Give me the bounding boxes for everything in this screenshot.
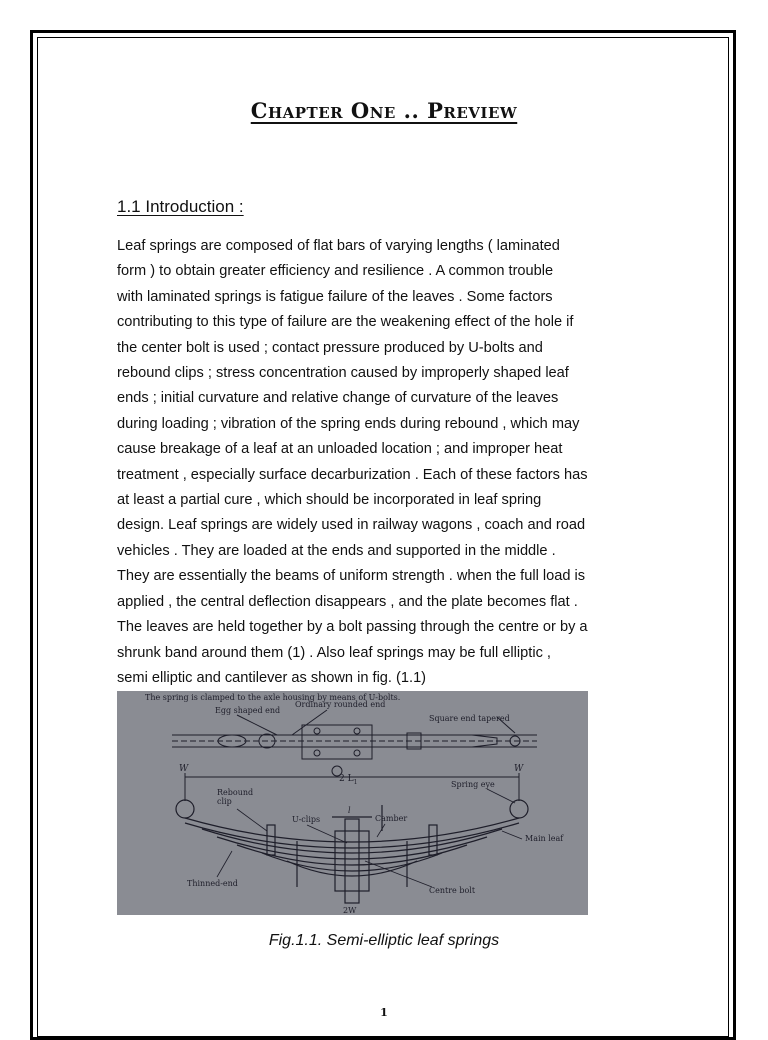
figure-top-caption: The spring is clamped to the axle housing by means of U-bolts.	[145, 693, 401, 702]
leaf-spring-diagram	[117, 691, 588, 915]
section-heading: 1.1 Introduction :	[117, 197, 244, 216]
rounded-end-label: Ordinary rounded end	[295, 700, 386, 709]
page-number: 1	[380, 1006, 388, 1019]
paragraph-line: rebound clips ; stress concentration caused by improperly shaped leaf	[117, 365, 569, 382]
centre-bolt-label: Centre bolt	[429, 886, 476, 895]
paragraph-line: shrunk band around them (1) . Also leaf springs may be full elliptic ,	[117, 644, 551, 661]
egg-end-label: Egg shaped end	[215, 706, 281, 715]
paragraph-line: Leaf springs are composed of flat bars of varying lengths ( laminated	[117, 238, 560, 254]
paragraph-line: treatment , especially surface decarburization . Each of these factors has	[117, 466, 588, 483]
paragraph-line: vehicles . They are loaded at the ends and supported in the middle .	[117, 542, 556, 559]
paragraph-line: semi elliptic and cantilever as shown in fig. (1.1)	[117, 669, 427, 686]
figure-caption: Fig.1.1. Semi-elliptic leaf springs	[268, 932, 500, 949]
square-end-label: Square end tapered	[429, 714, 510, 723]
l-mark-label: l	[348, 806, 351, 815]
load-label: 2W	[343, 906, 357, 915]
paragraph-line: The leaves are held together by a bolt passing through the centre or by a	[117, 619, 588, 636]
thinned-end-label: Thinned-end	[187, 879, 238, 888]
paragraph-line: form ) to obtain greater efficiency and resilience . A common trouble	[117, 263, 554, 280]
rebound-clip-label-2: clip	[217, 797, 232, 806]
span-label-main: 2 L	[339, 774, 354, 784]
paragraph-line: at least a partial cure , which should be incorporated in leaf spring	[117, 492, 542, 509]
paragraph-line: cause breakage of a leaf at an unloaded location ; and improper heat	[117, 441, 563, 458]
paragraph-line: contributing to this type of failure are the weakening effect of the hole if	[117, 314, 574, 331]
rebound-clip-label-1: Rebound	[217, 788, 254, 797]
paragraph-line: during loading ; vibration of the spring ends during rebound , which may	[117, 415, 580, 432]
w-left-label: W	[179, 764, 189, 774]
paragraph-line: design. Leaf springs are widely used in railway wagons , coach and road	[117, 517, 586, 534]
paragraph-line: the center bolt is used ; contact pressure produced by U-bolts and	[117, 339, 543, 356]
chapter-title: Chapter One .. Preview	[250, 98, 518, 123]
paragraph-line: ends ; initial curvature and relative change of curvature of the leaves	[117, 390, 559, 407]
main-leaf-label: Main leaf	[525, 834, 564, 843]
paragraph-line: with laminated springs is fatigue failure of the leaves . Some factors	[117, 288, 553, 305]
spring-eye-label: Spring eye	[451, 780, 495, 789]
w-right-label: W	[514, 764, 524, 774]
leaf-spring-figure	[117, 691, 588, 915]
paragraph-line: They are essentially the beams of uniform strength . when the full load is	[117, 568, 586, 585]
body-paragraph	[117, 234, 657, 691]
span-label-sub: 1	[353, 779, 358, 786]
u-clips-label: U-clips	[292, 815, 321, 824]
camber-label: Camber	[375, 814, 408, 823]
paragraph-line: applied , the central deflection disappears , and the plate becomes flat .	[117, 593, 578, 610]
